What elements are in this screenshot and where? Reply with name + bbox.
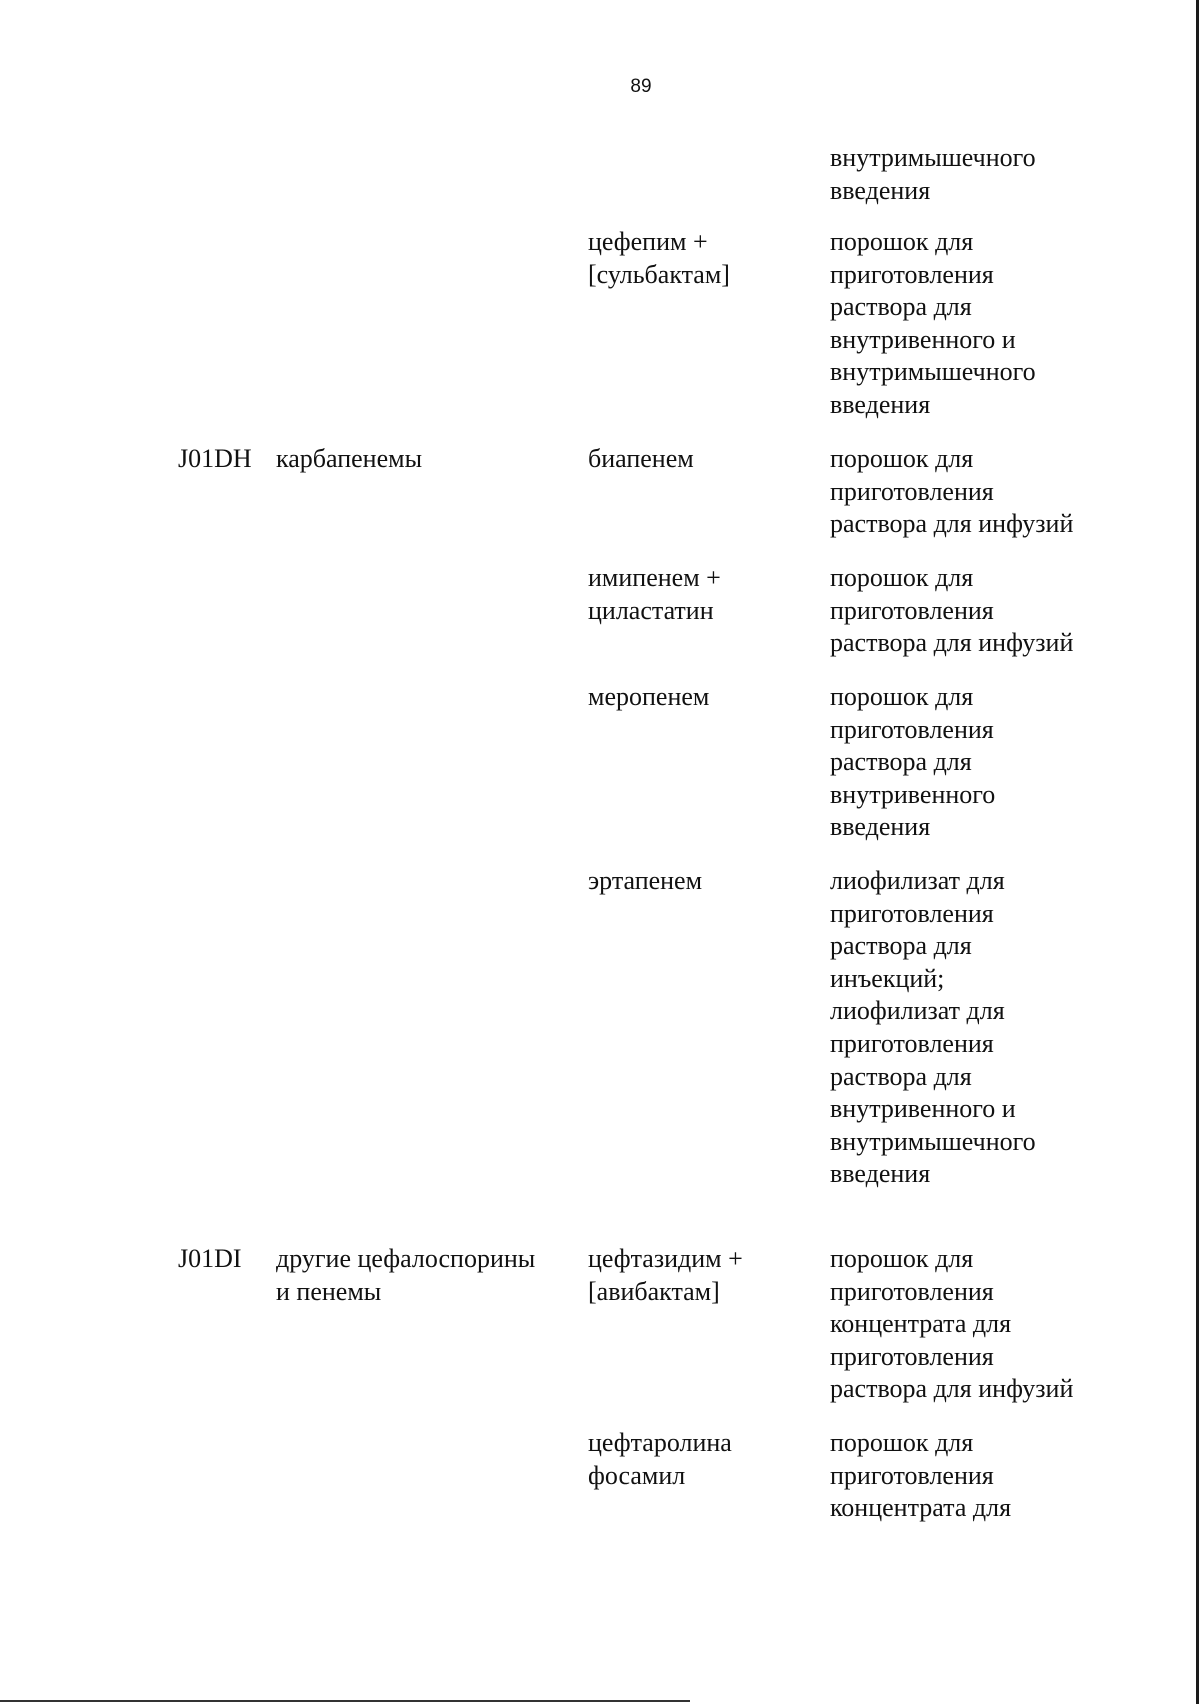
dosage-form-cell: порошок для приготовления концентрата для приготовления раствора для инфузий xyxy=(830,1244,1074,1404)
drug-name-cell: цефепим + [сульбактам] xyxy=(588,227,730,289)
drug-name-cell: цефтазидим + [авибактам] xyxy=(588,1244,743,1306)
drug-name-cell: цефтаролина фосамил xyxy=(588,1428,732,1490)
group-name-cell: другие цефалоспорины и пенемы xyxy=(276,1244,536,1306)
scan-edge-right xyxy=(1196,0,1199,1704)
dosage-form-cell: порошок для приготовления раствора для внутривенного введения xyxy=(830,682,996,842)
dosage-form-cell: внутримышечного введения xyxy=(830,143,1036,205)
dosage-form-cell: порошок для приготовления концентрата для xyxy=(830,1428,1012,1523)
page-number: 89 xyxy=(630,76,652,97)
group-name-cell: карбапенемы xyxy=(276,444,423,473)
dosage-form-cell: лиофилизат для приготовления раствора для инъекций; лиофилизат для приготовления раствора для внутривенного и внутримышечного введения xyxy=(830,866,1036,1189)
atc-code-cell: J01DI xyxy=(178,1244,242,1273)
scan-edge-bottom xyxy=(0,1700,690,1702)
dosage-form-cell: порошок для приготовления раствора для инфузий xyxy=(830,563,1074,658)
drug-name-cell: биапенем xyxy=(588,444,694,473)
atc-code-cell: J01DH xyxy=(178,444,252,473)
dosage-form-cell: порошок для приготовления раствора для внутривенного и внутримышечного введения xyxy=(830,227,1036,419)
drug-name-cell: меропенем xyxy=(588,682,710,711)
drug-name-cell: имипенем + циластатин xyxy=(588,563,721,625)
drug-name-cell: эртапенем xyxy=(588,866,703,895)
dosage-form-cell: порошок для приготовления раствора для инфузий xyxy=(830,444,1074,539)
